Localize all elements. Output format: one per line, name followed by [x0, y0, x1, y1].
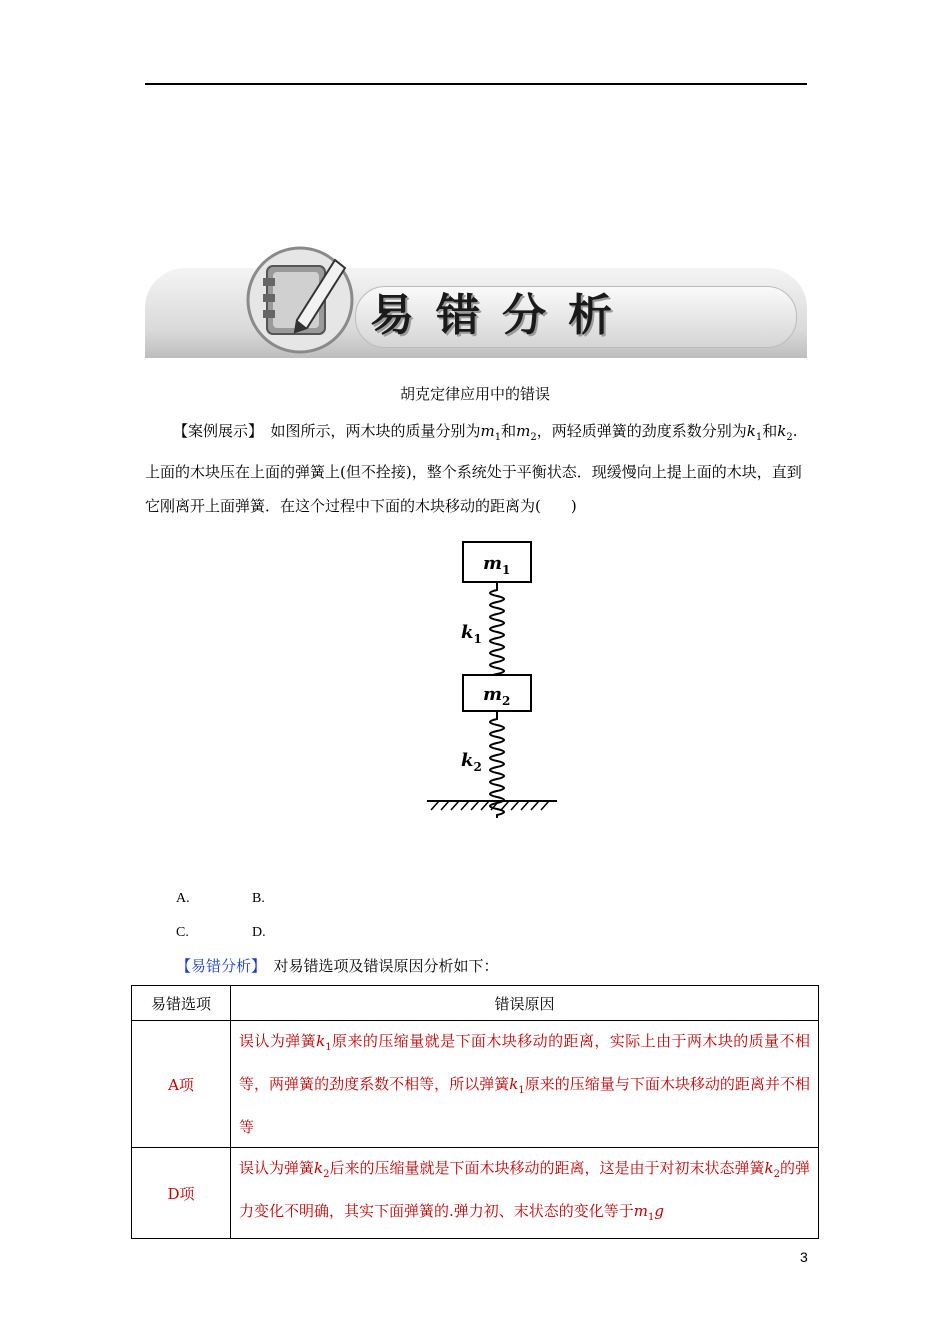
var-k: k [314, 1159, 324, 1177]
var-sub: 1 [494, 432, 502, 443]
row-d-reason [231, 1148, 819, 1239]
case-label: 【案例展示】 [173, 422, 256, 440]
analysis-text: 对易错选项及错误原因分析如下： [273, 957, 499, 975]
spring-k2-label: $k_2$ [461, 750, 482, 774]
option-d: D. [252, 925, 266, 940]
reason-text: 后来的压缩量就是下面木块移动的距离，这是由于对初末状态弹簧 [329, 1159, 765, 1177]
var-sub: 2 [530, 432, 537, 443]
case-text: ，两轻质弹簧的劲度系数分别为 [536, 422, 747, 440]
reason-text: 原来的压缩量与下面木块移动的距离并不相等 [239, 1075, 810, 1136]
spring-k1-label: $k_1$ [461, 622, 482, 646]
banner-title: 易错分析 [370, 290, 634, 341]
var-sub: 1 [325, 1042, 332, 1053]
case-text: .上面的木块压在上面的弹簧上(但不拴接)，整个系统处于平衡状态．现缓慢向上提上面的木块，直到它刚离开上面弹簧．在这个过程中下面的木块移动的距离为( ) [145, 422, 802, 515]
section-banner [145, 238, 807, 360]
analysis-label: 【易错分析】 [176, 957, 259, 975]
block-m1-label: $m_1$ [483, 553, 511, 577]
reason-text: 误认为弹簧 [239, 1032, 317, 1050]
var-g: g [654, 1202, 664, 1220]
var-k: k [746, 422, 756, 440]
header-reason: 错误原因 [231, 986, 819, 1021]
var-m: m [633, 1202, 649, 1220]
var-m: m [480, 422, 495, 440]
error-table [131, 985, 819, 1239]
header-option: 易错选项 [132, 986, 231, 1021]
case-text: 和 [762, 422, 778, 440]
case-paragraph [145, 414, 807, 523]
var-k: k [777, 422, 787, 440]
case-text: 和 [501, 422, 517, 440]
reason-text: 误认为弹簧 [239, 1159, 315, 1177]
var-sub: 2 [323, 1169, 330, 1180]
var-m: m [516, 422, 531, 440]
var-sub: 2 [773, 1169, 780, 1180]
var-k: k [764, 1159, 774, 1177]
option-a: A. [176, 891, 190, 906]
table-row [132, 1148, 819, 1239]
analysis-intro [176, 955, 499, 976]
row-a-option: A项 [132, 1021, 231, 1148]
option-c: C. [176, 925, 189, 940]
block-m2-label: $m_2$ [483, 684, 511, 708]
spring-block-figure [425, 538, 560, 818]
var-sub: 1 [648, 1212, 655, 1223]
var-sub: 1 [755, 432, 763, 443]
var-k: k [509, 1075, 519, 1093]
option-b: B. [252, 891, 265, 906]
case-text: 如图所示，两木块的质量分别为 [270, 422, 481, 440]
reason-text: 原来的压缩量就是下面木块移动的距离，实际上由于两木块的质量不相等，两弹簧的劲度系数不相等，所以弹簧 [239, 1032, 810, 1093]
var-sub: 1 [518, 1085, 525, 1096]
header-rule [145, 83, 807, 85]
notebook-pencil-icon [245, 238, 355, 358]
row-a-reason [231, 1021, 819, 1148]
section-heading: 胡克定律应用中的错误 [399, 385, 550, 403]
page-number: 3 [800, 1249, 808, 1265]
table-row [132, 1021, 819, 1148]
reason-text: 的弹力变化不明确，其实下面弹簧的.弹力初、末状态的变化等于 [239, 1159, 810, 1220]
var-sub: 2 [786, 432, 793, 443]
table-header-row [132, 986, 819, 1021]
var-k: k [316, 1032, 326, 1050]
row-d-option: D项 [132, 1148, 231, 1239]
